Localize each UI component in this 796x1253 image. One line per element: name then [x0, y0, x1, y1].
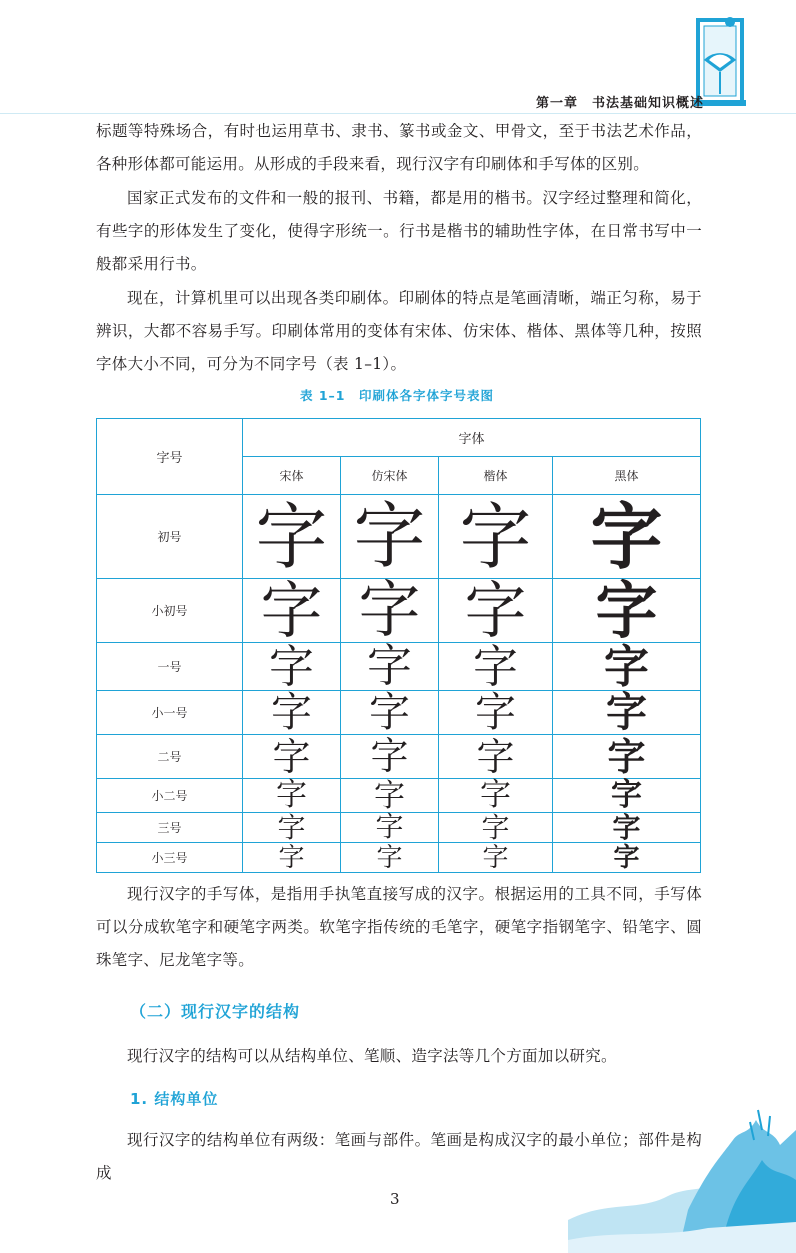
size-label-cell: 初号 — [97, 495, 243, 579]
size-label-cell: 三号 — [97, 813, 243, 843]
table-row — [97, 843, 701, 873]
sample-cell — [341, 843, 439, 873]
paragraph-2: 国家正式发布的文件和一般的报刊、书籍，都是用的楷书。汉字经过整理和简化，有些字的形体发生了变化，使得字形统一。行书是楷书的辅助性字体，在日常书写中一般都采用行书。 — [96, 189, 702, 273]
sample-cell — [341, 735, 439, 779]
font-column-header: 宋体 — [243, 457, 341, 495]
sample-glyph: 字 — [464, 573, 527, 647]
sample-cell — [243, 573, 341, 647]
sample-glyph: 字 — [369, 689, 410, 735]
sample-glyph: 字 — [459, 494, 532, 579]
sample-cell — [553, 688, 701, 736]
sample-cell — [439, 495, 553, 579]
font-group-header-cell: 字体 — [243, 419, 701, 457]
sample-glyph: 字 — [607, 734, 646, 779]
sample-cell — [439, 688, 553, 736]
sample-cell — [439, 640, 553, 693]
sample-glyph: 字 — [595, 573, 658, 647]
sample-glyph: 字 — [268, 640, 314, 693]
sample-glyph: 字 — [604, 640, 650, 693]
sample-cell — [553, 843, 701, 873]
chapter-header-title: 第一章 书法基础知识概述 — [535, 96, 704, 111]
sample-cell — [243, 843, 341, 873]
sample-cell — [243, 688, 341, 736]
section-intro: 现行汉字的结构可以从结构单位、笔顺、造字法等几个方面加以研究。 — [127, 1047, 617, 1065]
sample-cell — [439, 573, 553, 647]
sample-cell — [243, 640, 341, 693]
table-row — [97, 643, 701, 691]
sample-cell — [553, 640, 701, 693]
sample-glyph: 字 — [278, 842, 305, 873]
sample-cell — [341, 576, 439, 645]
sample-glyph: 字 — [376, 842, 403, 872]
sample-glyph: 字 — [475, 688, 516, 736]
size-label-cell: 小二号 — [97, 779, 243, 813]
sample-glyph: 字 — [611, 777, 642, 813]
sample-cell — [341, 813, 439, 843]
sample-cell — [439, 779, 553, 813]
font-column-header: 黑体 — [553, 457, 701, 495]
sample-glyph: 字 — [472, 640, 518, 693]
table-row — [97, 735, 701, 779]
size-label-cell: 一号 — [97, 643, 243, 691]
font-column-header: 楷体 — [439, 457, 553, 495]
sample-glyph: 字 — [480, 777, 511, 813]
sample-cell — [243, 495, 341, 579]
sample-cell — [553, 495, 701, 579]
sample-cell — [243, 810, 341, 844]
sample-glyph: 字 — [476, 734, 515, 779]
sample-glyph: 字 — [260, 573, 323, 647]
sample-cell — [553, 573, 701, 647]
table-caption: 表 1–1 印刷体各字体字号表图 — [300, 388, 494, 403]
sample-glyph: 字 — [277, 810, 306, 844]
sample-glyph: 字 — [370, 735, 409, 778]
size-label-cell: 小初号 — [97, 579, 243, 643]
paragraph-3: 现在，计算机里可以出现各类印刷体。印刷体的特点是笔画清晰，端正匀称，易于辨识，大都不容易手写。印刷体常用的变体有宋体、仿宋体、楷体、黑体等几种，按照字体大小不同，可分为不同字号（表 1–1）。 — [96, 289, 702, 373]
sample-cell — [341, 643, 439, 691]
sample-cell — [553, 779, 701, 813]
section-paragraph: 现行汉字的结构单位有两级：笔画与部件。笔画是构成汉字的最小单位；部件是构成 — [96, 1131, 702, 1182]
sample-cell — [341, 495, 439, 579]
section-heading: （二）现行汉字的结构 — [130, 1002, 301, 1021]
sample-cell — [553, 735, 701, 779]
sample-cell — [439, 810, 553, 844]
sample-glyph: 字 — [276, 777, 307, 813]
table-row — [97, 579, 701, 643]
sample-glyph: 字 — [255, 494, 328, 579]
paragraph-1: 标题等特殊场合，有时也运用草书、隶书、篆书或金文、甲骨文，至于书法艺术作品，各种形体都可能运用。从形成的手段来看，现行汉字有印刷体和手写体的区别。 — [96, 122, 702, 173]
page-number: 3 — [390, 1190, 400, 1208]
table-row — [97, 495, 701, 579]
sample-cell — [439, 843, 553, 873]
sample-glyph: 字 — [375, 811, 404, 843]
table-row — [97, 813, 701, 843]
sample-cell — [243, 735, 341, 779]
sample-glyph: 字 — [613, 842, 640, 873]
sample-cell — [341, 779, 439, 813]
sample-cell — [439, 735, 553, 779]
paragraph-4: 现行汉字的手写体，是指用手执笔直接写成的汉字。根据运用的工具不同，手写体可以分成软笔字和硬笔字两类。软笔字指传统的毛笔字，硬笔字指钢笔字、铅笔字、圆珠笔字、尼龙笔字等。 — [96, 885, 702, 969]
sample-glyph: 字 — [481, 810, 510, 844]
sample-glyph: 字 — [612, 810, 641, 844]
sample-glyph: 字 — [358, 576, 421, 645]
sample-cell — [553, 810, 701, 844]
size-header-cell: 字号 — [97, 419, 243, 495]
sample-glyph: 字 — [271, 688, 312, 736]
size-label-cell: 小三号 — [97, 843, 243, 873]
sample-glyph: 字 — [366, 641, 412, 691]
sample-cell — [341, 691, 439, 735]
table-row — [97, 779, 701, 813]
sample-glyph: 字 — [272, 734, 311, 779]
table-row — [97, 691, 701, 735]
font-column-header: 仿宋体 — [341, 457, 439, 495]
sub-heading: 1. 结构单位 — [130, 1090, 219, 1108]
header-divider — [0, 113, 796, 114]
sample-cell — [243, 779, 341, 813]
sample-glyph: 字 — [590, 494, 663, 579]
sample-glyph: 字 — [374, 778, 405, 813]
sample-glyph: 字 — [353, 496, 426, 577]
sample-glyph: 字 — [606, 688, 647, 736]
size-label-cell: 二号 — [97, 735, 243, 779]
font-size-table-body — [97, 495, 701, 873]
size-label-cell: 小一号 — [97, 691, 243, 735]
sample-glyph: 字 — [482, 842, 509, 873]
font-size-table — [96, 418, 701, 873]
landscape-decoration-icon — [568, 1100, 796, 1253]
